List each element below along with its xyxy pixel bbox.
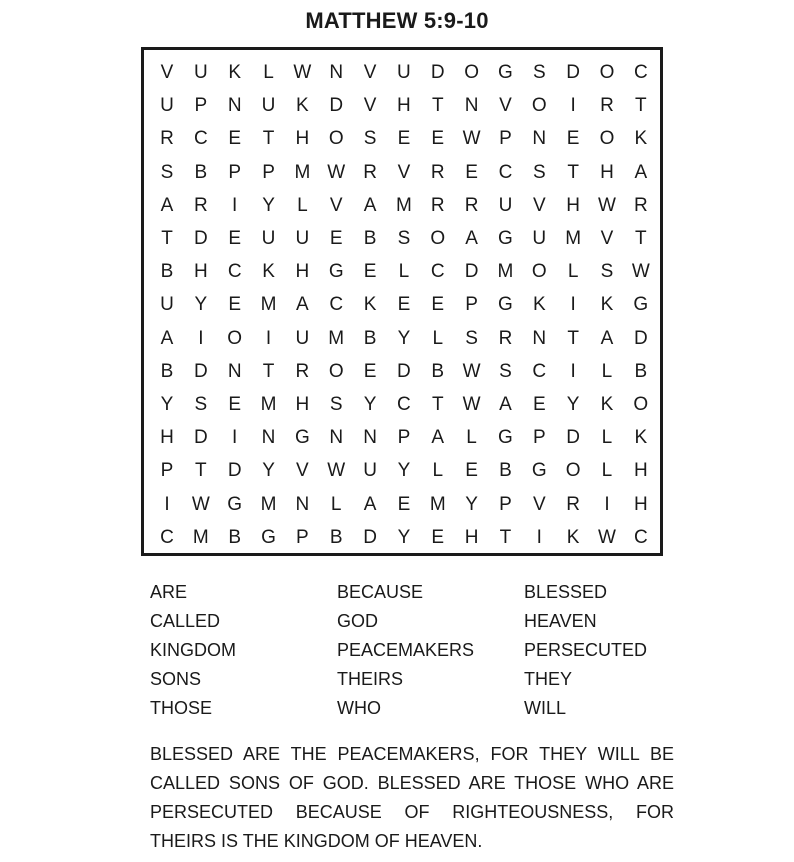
grid-letter: Y — [397, 460, 411, 482]
grid-letter: A — [499, 393, 512, 415]
grid-letter: G — [498, 62, 513, 84]
grid-letter: M — [429, 493, 446, 515]
grid-letter: A — [634, 161, 648, 183]
grid-letter: Y — [397, 526, 411, 548]
word-list-item: ARE — [150, 582, 188, 602]
grid-letter: R — [363, 161, 377, 183]
grid-letter: I — [536, 526, 542, 548]
grid-letter: K — [532, 294, 546, 316]
grid-letter: Y — [262, 194, 275, 216]
grid-letter: P — [194, 95, 208, 117]
grid-letter: P — [397, 427, 411, 449]
grid-letter: K — [363, 294, 377, 316]
grid-letter: I — [570, 95, 576, 117]
word-list-item: CALLED — [150, 611, 221, 631]
grid-letter: C — [227, 261, 242, 283]
grid-letter: R — [295, 360, 310, 382]
grid-letter: H — [464, 526, 479, 548]
grid-letter: C — [633, 526, 648, 548]
grid-letter: B — [363, 327, 377, 349]
grid-letter: E — [329, 228, 343, 250]
grid-letter: M — [294, 161, 311, 183]
grid-letter: O — [227, 327, 243, 349]
grid-letter: B — [363, 228, 377, 250]
grid-letter: C — [430, 261, 445, 283]
grid-letter: O — [328, 128, 344, 150]
grid-letter: P — [499, 128, 512, 150]
grid-letter: H — [633, 460, 648, 482]
grid-letter: A — [363, 194, 377, 216]
grid-letter: L — [567, 261, 579, 283]
word-list-row — [150, 694, 670, 723]
grid-letter: E — [532, 393, 546, 415]
grid-letter: N — [532, 327, 547, 349]
grid-letter: V — [600, 228, 614, 250]
grid-letter: I — [198, 327, 204, 349]
grid-letter: E — [228, 228, 242, 250]
grid-letter: E — [228, 393, 242, 415]
grid-letter: D — [193, 427, 208, 449]
grid-letter: G — [633, 294, 649, 316]
grid-letter: P — [160, 460, 174, 482]
grid-letter: A — [160, 327, 174, 349]
grid-row — [156, 322, 652, 355]
page-title: MATTHEW 5:9-10 — [305, 8, 489, 33]
grid-letter: N — [532, 128, 547, 150]
grid-letter: T — [195, 460, 207, 482]
grid-row — [156, 122, 652, 155]
grid-letter: T — [431, 393, 444, 415]
grid-letter: P — [532, 427, 546, 449]
grid-letter: P — [499, 493, 512, 515]
word-list-item: PEACEMAKERS — [337, 640, 475, 660]
grid-letter: O — [633, 393, 649, 415]
grid-letter: C — [160, 526, 174, 548]
grid-letter: D — [566, 62, 580, 84]
grid-letter: D — [430, 62, 445, 84]
word-list-item: BECAUSE — [337, 582, 424, 602]
grid-letter: G — [498, 294, 513, 316]
grid-letter: D — [227, 460, 242, 482]
word-list-item: BLESSED — [524, 582, 608, 602]
grid-letter: G — [294, 427, 310, 449]
grid-letter: S — [194, 393, 208, 415]
grid-row — [156, 56, 652, 89]
grid-letter: R — [498, 327, 513, 349]
word-list-row — [150, 665, 670, 694]
grid-letter: H — [633, 493, 648, 515]
grid-row — [156, 156, 652, 189]
grid-letter: B — [228, 526, 242, 548]
grid-letter: L — [330, 493, 342, 515]
grid-row — [156, 487, 652, 520]
grid-letter: T — [262, 128, 275, 150]
grid-letter: B — [160, 261, 174, 283]
grid-letter: B — [431, 360, 445, 382]
grid-letter: G — [227, 493, 243, 515]
grid-letter: L — [432, 327, 444, 349]
grid-letter: Y — [160, 393, 174, 415]
grid-letter: T — [635, 228, 647, 250]
grid-letter: E — [431, 128, 445, 150]
word-list-item: PERSECUTED — [524, 640, 648, 660]
grid-letter: W — [598, 194, 616, 216]
grid-letter: R — [566, 493, 580, 515]
grid-letter: T — [567, 327, 579, 349]
grid-letter: M — [260, 393, 277, 415]
grid-letter: R — [193, 194, 208, 216]
grid-letter: I — [232, 194, 238, 216]
grid-letter: Y — [363, 393, 377, 415]
word-list — [150, 578, 670, 723]
grid-letter: V — [397, 161, 411, 183]
grid-letter: I — [604, 493, 610, 515]
grid-letter: L — [466, 427, 477, 449]
word-list-row — [150, 578, 670, 607]
grid-letter: B — [329, 526, 343, 548]
grid-letter: W — [462, 360, 481, 382]
grid-letter: R — [430, 161, 445, 183]
grid-letter: W — [293, 62, 312, 84]
grid-letter: E — [363, 261, 377, 283]
grid-letter: U — [498, 194, 513, 216]
grid-letter: D — [193, 228, 208, 250]
grid-letter: E — [228, 128, 242, 150]
grid-letter: T — [262, 360, 275, 382]
grid-letter: N — [227, 95, 242, 117]
grid-letter: N — [363, 427, 377, 449]
grid-letter: L — [398, 261, 410, 283]
grid-letter: W — [462, 128, 481, 150]
grid-letter: V — [532, 493, 546, 515]
grid-letter: R — [600, 95, 614, 117]
grid-letter: L — [263, 62, 274, 84]
grid-letter: K — [634, 427, 648, 449]
grid-row — [156, 288, 652, 321]
grid-letter: P — [262, 161, 275, 183]
grid-letter: G — [531, 460, 547, 482]
grid-letter: D — [363, 526, 377, 548]
grid-letter: R — [633, 194, 648, 216]
grid-row — [156, 189, 652, 222]
grid-letter: C — [193, 128, 208, 150]
grid-letter: E — [397, 294, 411, 316]
grid-letter: O — [430, 228, 446, 250]
grid-letter: V — [363, 95, 377, 117]
grid-letter: C — [329, 294, 344, 316]
grid-letter: T — [431, 95, 444, 117]
grid-letter: Y — [566, 393, 580, 415]
grid-letter: D — [464, 261, 479, 283]
grid-letter: K — [600, 294, 614, 316]
grid-letter: R — [464, 194, 479, 216]
grid-letter: U — [160, 294, 174, 316]
grid-letter: N — [329, 62, 344, 84]
grid-letter: O — [531, 261, 547, 283]
grid-letter: D — [566, 427, 580, 449]
grid-letter: S — [397, 228, 411, 250]
grid-letter: U — [532, 228, 547, 250]
grid-letter: E — [431, 294, 445, 316]
grid-letter: P — [228, 161, 242, 183]
grid-letter: D — [633, 327, 648, 349]
grid-letter: U — [363, 460, 377, 482]
grid-letter: E — [228, 294, 242, 316]
grid-letter: T — [635, 95, 647, 117]
grid-letter: D — [193, 360, 208, 382]
word-list-item: WILL — [524, 698, 567, 718]
grid-letter: H — [193, 261, 208, 283]
grid-letter: O — [565, 460, 581, 482]
grid-letter: G — [498, 228, 513, 250]
grid-letter: W — [191, 493, 210, 515]
grid-letter: V — [329, 194, 343, 216]
grid-letter: E — [465, 460, 478, 482]
grid-letter: M — [565, 228, 582, 250]
grid-row — [156, 89, 652, 122]
grid-letter: B — [160, 360, 174, 382]
grid-letter: H — [600, 161, 614, 183]
grid-letter: C — [633, 62, 648, 84]
grid-letter: Y — [194, 294, 208, 316]
grid-letter: A — [363, 493, 377, 515]
grid-letter: S — [532, 161, 546, 183]
verse-line: CALLED SONS OF GOD. BLESSED ARE THOSE WHO ARE — [150, 773, 674, 793]
grid-letter: E — [397, 493, 411, 515]
grid-letter: S — [329, 393, 343, 415]
grid-letter: R — [160, 128, 174, 150]
grid-letter: H — [295, 393, 310, 415]
grid-row — [156, 222, 652, 255]
grid-letter: K — [296, 95, 309, 117]
grid-letter: V — [532, 194, 546, 216]
grid-letter: Y — [397, 327, 411, 349]
grid-letter: L — [601, 460, 613, 482]
grid-row — [156, 454, 652, 487]
grid-letter: K — [228, 62, 242, 84]
word-list-row — [150, 607, 670, 636]
grid-letter: B — [634, 360, 648, 382]
grid-letter: H — [295, 128, 310, 150]
word-list-row — [150, 636, 670, 665]
word-list-item: HEAVEN — [524, 611, 597, 631]
grid-letter: K — [262, 261, 275, 283]
word-list-item: KINGDOM — [150, 640, 237, 660]
grid-letter: M — [328, 327, 345, 349]
grid-letter: A — [296, 294, 309, 316]
grid-letter: K — [600, 393, 614, 415]
grid-letter: W — [462, 393, 481, 415]
grid-row — [156, 421, 652, 454]
word-list-item: THEY — [524, 669, 573, 689]
grid-letter: N — [464, 95, 479, 117]
grid-letter: O — [531, 95, 547, 117]
grid-letter: A — [160, 194, 174, 216]
grid-letter: N — [295, 493, 310, 515]
word-list-item: THEIRS — [337, 669, 404, 689]
grid-letter: T — [499, 526, 512, 548]
grid-letter: P — [296, 526, 309, 548]
grid-letter: N — [227, 360, 242, 382]
word-list-item: SONS — [150, 669, 202, 689]
grid-letter: S — [363, 128, 377, 150]
grid-letter: B — [194, 161, 208, 183]
grid-letter: W — [598, 526, 616, 548]
grid-letter: D — [397, 360, 411, 382]
grid-letter: S — [532, 62, 546, 84]
grid-letter: O — [599, 128, 615, 150]
grid-letter: L — [601, 427, 613, 449]
grid-letter: I — [265, 327, 272, 349]
grid-letter: E — [363, 360, 377, 382]
grid-letter: D — [329, 95, 344, 117]
grid-letter: E — [431, 526, 445, 548]
grid-letter: G — [498, 427, 513, 449]
grid-letter: K — [566, 526, 580, 548]
grid-letter: V — [160, 62, 174, 84]
grid-letter: S — [160, 161, 174, 183]
grid-letter: C — [397, 393, 411, 415]
grid-letter: A — [431, 427, 445, 449]
verse-line: PERSECUTED BECAUSE OF RIGHTEOUSNESS, FOR — [150, 802, 674, 822]
grid-letter: V — [363, 62, 377, 84]
word-search-grid — [141, 47, 663, 556]
verse-text — [150, 740, 674, 856]
grid-letter: L — [297, 194, 308, 216]
grid-letter: M — [260, 294, 277, 316]
grid-letter: E — [465, 161, 478, 183]
grid-letter: C — [498, 161, 513, 183]
grid-letter: N — [261, 427, 276, 449]
grid-letter: A — [600, 327, 614, 349]
word-list-item: THOSE — [150, 698, 213, 718]
grid-letter: C — [532, 360, 547, 382]
grid-letter: T — [567, 161, 579, 183]
grid-row — [156, 521, 652, 554]
grid-letter: N — [329, 427, 344, 449]
grid-letter: U — [397, 62, 411, 84]
grid-letter: U — [261, 95, 276, 117]
grid-letter: W — [327, 161, 346, 183]
grid-letter: S — [465, 327, 478, 349]
grid-letter: Y — [465, 493, 478, 515]
grid-letter: O — [328, 360, 344, 382]
grid-letter: A — [465, 228, 478, 250]
grid-letter: L — [432, 460, 444, 482]
grid-letter: I — [570, 294, 576, 316]
grid-letter: G — [261, 526, 276, 548]
grid-letter: H — [160, 427, 174, 449]
grid-letter: R — [430, 194, 445, 216]
grid-letter: E — [566, 128, 580, 150]
verse-line: THEIRS IS THE KINGDOM OF HEAVEN. — [150, 831, 483, 851]
grid-letter: U — [261, 228, 276, 250]
grid-letter: H — [566, 194, 580, 216]
grid-letter: I — [232, 427, 238, 449]
grid-letter: L — [601, 360, 613, 382]
grid-letter: T — [161, 228, 173, 250]
word-list-item: WHO — [337, 698, 381, 718]
grid-letter: U — [295, 327, 310, 349]
grid-letter: H — [397, 95, 411, 117]
grid-letter: M — [395, 194, 412, 216]
grid-letter: M — [192, 526, 209, 548]
grid-letter: I — [570, 360, 576, 382]
grid-row — [156, 388, 652, 421]
grid-letter: B — [499, 460, 512, 482]
grid-letter: S — [600, 261, 614, 283]
grid-letter: Y — [262, 460, 275, 482]
verse-line: BLESSED ARE THE PEACEMAKERS, FOR THEY WILL BE — [150, 744, 674, 764]
grid-letter: U — [295, 228, 310, 250]
grid-letter: O — [599, 62, 615, 84]
grid-row — [156, 355, 652, 388]
grid-letter: V — [296, 460, 309, 482]
grid-letter: U — [193, 62, 208, 84]
grid-row — [156, 255, 652, 288]
grid-letter: M — [260, 493, 277, 515]
grid-letter: E — [397, 128, 411, 150]
grid-letter: I — [164, 493, 170, 515]
grid-letter: S — [499, 360, 512, 382]
grid-letter: O — [464, 62, 479, 84]
grid-letter: W — [631, 261, 650, 283]
grid-letter: P — [465, 294, 478, 316]
grid-letter: H — [295, 261, 310, 283]
word-list-item: GOD — [337, 611, 379, 631]
grid-letter: K — [634, 128, 648, 150]
grid-letter: G — [328, 261, 344, 283]
grid-letter: V — [499, 95, 512, 117]
grid-letter: U — [160, 95, 174, 117]
grid-letter: W — [327, 460, 346, 482]
grid-letter: M — [497, 261, 514, 283]
